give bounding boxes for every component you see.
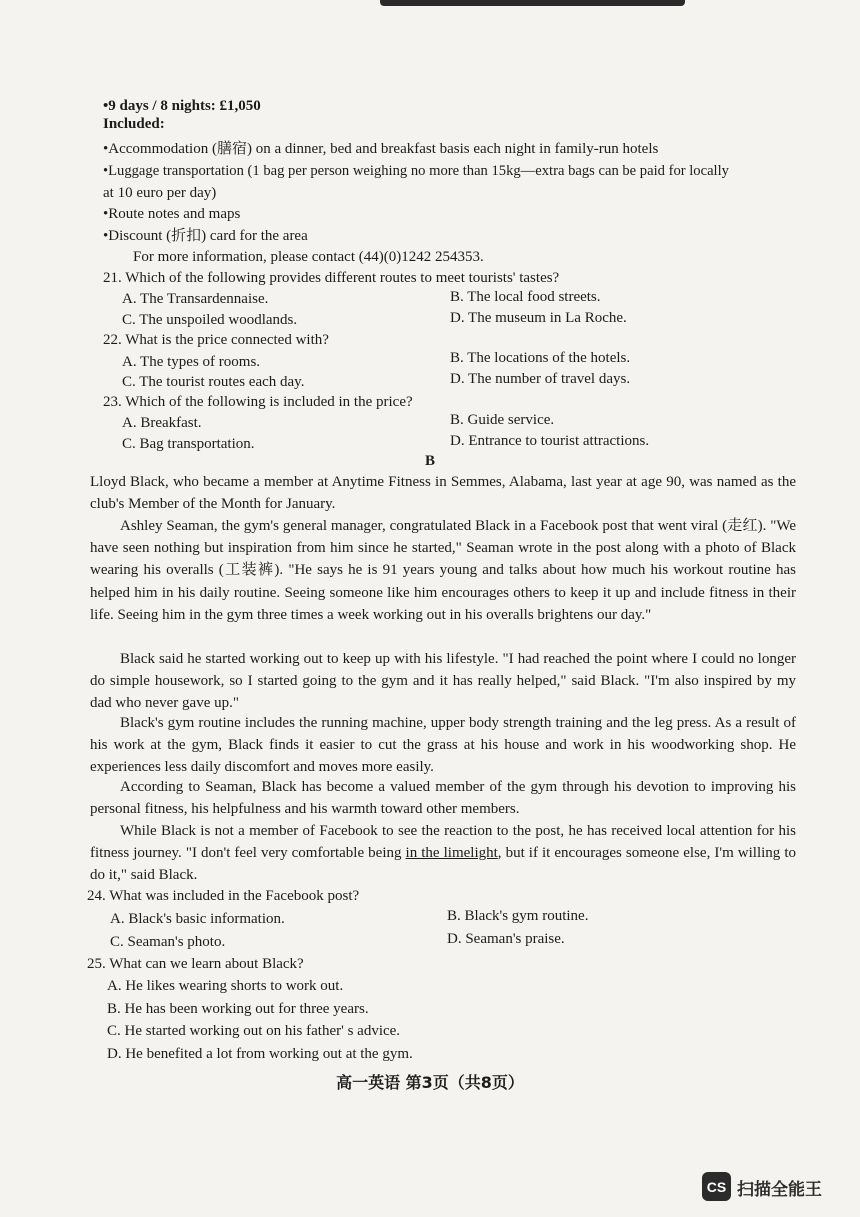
discount-item: •Discount (折扣) card for the area — [103, 228, 308, 244]
question-stem: 24. What was included in the Facebook post? — [87, 888, 360, 904]
question-option: A. He likes wearing shorts to work out. — [107, 978, 344, 994]
passage-text: , but if it encourages someone else, I'm willing to do it," said Black. — [90, 845, 796, 884]
question-option: D. Seaman's praise. — [447, 931, 565, 947]
question-option: D. The museum in La Roche. — [450, 310, 627, 326]
passage-paragraph: According to Seaman, Black has become a valued member of the gym through his devotion to improving his personal fitness, his helpfulness and his warmth toward other members. — [90, 779, 796, 818]
question-option: C. The tourist routes each day. — [122, 374, 305, 390]
question-stem: 25. What can we learn about Black? — [87, 956, 304, 972]
included-label: Included: — [103, 116, 165, 132]
contact-line: For more information, please contact (44)(0)1242 254353. — [133, 249, 484, 265]
question-stem: 23. Which of the following is included in the price? — [103, 394, 413, 410]
passage-paragraph — [90, 820, 796, 887]
question-option: B. He has been working out for three years. — [107, 1001, 369, 1017]
section-label: B — [424, 453, 435, 469]
camscanner-logo-icon: CS — [702, 1172, 731, 1201]
question-option: B. The locations of the hotels. — [450, 350, 631, 366]
page-top-edge — [380, 0, 685, 6]
question-option: D. Entrance to tourist attractions. — [450, 433, 650, 449]
question-option: B. The local food streets. — [450, 289, 601, 305]
question-option: C. Seaman's photo. — [110, 934, 226, 950]
accommodation-item: •Accommodation (膳宿) on a dinner, bed and breakfast basis each night in family-run hotels — [103, 141, 659, 157]
route-notes-item: •Route notes and maps — [103, 206, 241, 222]
question-option: A. Breakfast. — [122, 415, 202, 431]
passage-paragraph: Black said he started working out to keep up with his lifestyle. "I had reached the point where I could no longer do simple housework, so I started going to the gym and it has really helped," said Black. "I'm also inspired by my dad who never gave up." — [90, 651, 796, 712]
question-option: D. He benefited a lot from working out at the gym. — [107, 1046, 413, 1062]
question-option: A. Black's basic information. — [110, 911, 285, 927]
question-option: C. Bag transportation. — [122, 436, 255, 452]
passage-paragraph: Black's gym routine includes the running machine, upper body strength training and the leg press. As a result of his work at the gym, Black finds it easier to cut the grass at his house and work in his woodworking shop. He experiences less daily discomfort and moves more easily. — [90, 715, 796, 776]
luggage-item-line1: •Luggage transportation (1 bag per person weighing no more than 15kg—extra bags can be paid for locally — [103, 163, 729, 179]
question-option: D. The number of travel days. — [450, 371, 631, 387]
passage-text: While Black is not a member of Facebook to see the reaction to the post, he has received local attention for his fitness journey. "I don't feel very comfortable being — [90, 823, 796, 862]
question-option: B. Guide service. — [450, 412, 555, 428]
underlined-phrase: in the limelight — [405, 845, 498, 862]
page-footer: 高一英语 第3页（共8页） — [336, 1073, 524, 1092]
question-stem: 22. What is the price connected with? — [103, 332, 329, 348]
question-option: C. The unspoiled woodlands. — [122, 312, 298, 328]
scanner-app-name: 扫描全能王 — [737, 1180, 822, 1200]
question-option: B. Black's gym routine. — [447, 908, 589, 924]
price-line: •9 days / 8 nights: £1,050 — [103, 98, 261, 114]
passage-paragraph: Ashley Seaman, the gym's general manager, congratulated Black in a Facebook post that went viral (走红). "We have seen nothing but inspiration from him since he started," Seaman wrote in the post along with a photo of Black wearing his overalls (工装裤). "He says he is 91 years young and talks about how much his workout routine has helped him in his daily routine. Seeing someone like him encourages others to keep it up and include fitness in their life. Seeing him in the gym three times a week working out in his overalls brightens our day." — [90, 518, 796, 623]
question-option: A. The Transardennaise. — [122, 291, 269, 307]
question-option: C. He started working out on his father' s advice. — [107, 1023, 401, 1039]
luggage-item-line2: at 10 euro per day) — [103, 185, 217, 201]
passage-paragraph: Lloyd Black, who became a member at Anytime Fitness in Semmes, Alabama, last year at age 90, was named as the club's Member of the Month for January. — [90, 474, 796, 513]
question-option: A. The types of rooms. — [122, 354, 261, 370]
question-stem: 21. Which of the following provides different routes to meet tourists' tastes? — [103, 270, 560, 286]
